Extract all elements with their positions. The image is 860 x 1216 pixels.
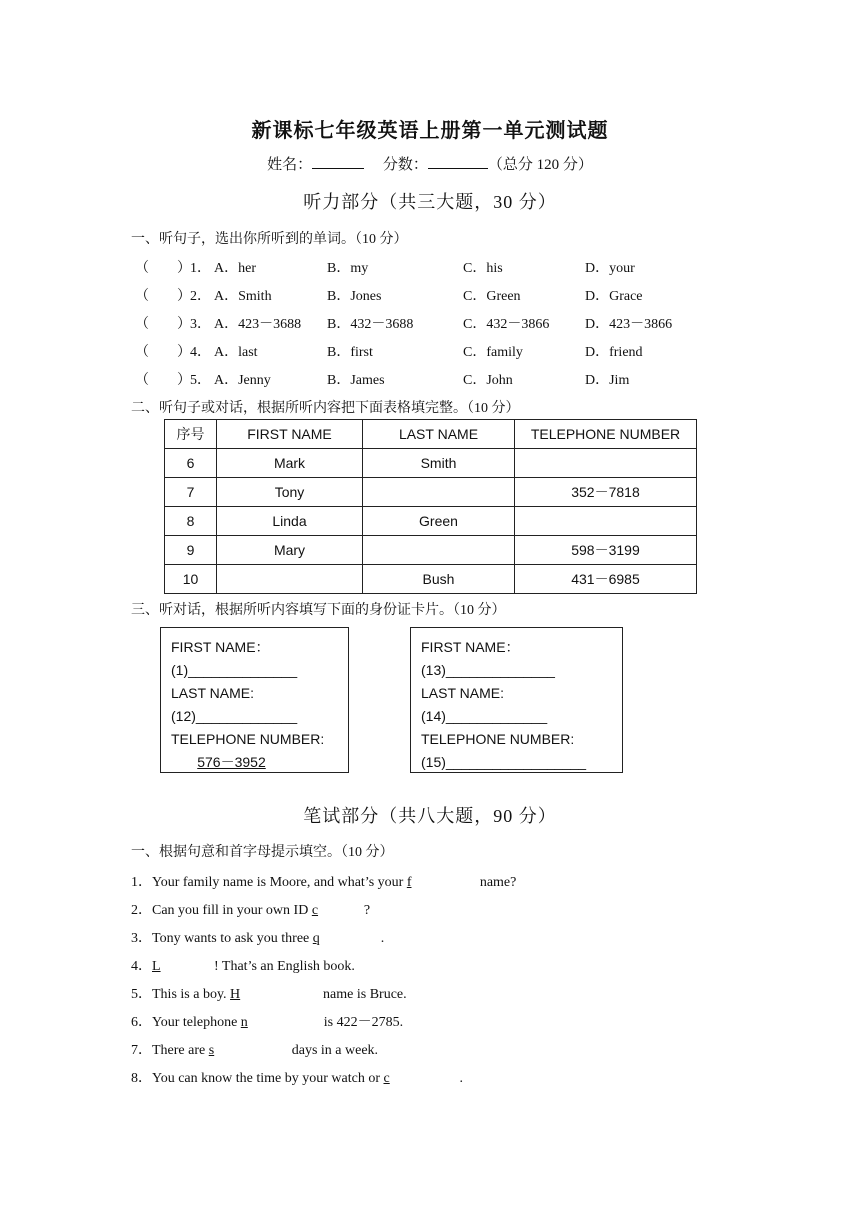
table-cell-blank[interactable] [363,536,515,565]
total-score: （总分 120 分） [487,157,593,173]
answer-blank[interactable]: H [230,987,241,1002]
option-b: B．Jones [327,289,382,304]
answer-paren[interactable]: （ ） [135,289,191,304]
column-header: LAST NAME [363,420,515,449]
table-cell: Mark [217,449,363,478]
answer-blank[interactable]: f [406,875,412,890]
sentence-text: 4． [131,959,152,974]
option-a: A．last [214,345,258,360]
table-header-row [165,420,697,449]
listening-part3-heading: 三、听对话，根据所听内容填写下面的身份证卡片。（10 分） [131,603,506,618]
option-b: B．James [327,373,385,388]
question-number: 4． [190,345,211,360]
table-cell: 431－6985 [515,565,697,594]
option-b: B．my [327,261,369,276]
sentence-text: 8．You can know the time by your watch or [131,1071,384,1086]
option-a: A．her [214,261,256,276]
option-b: B．432－3688 [327,317,414,332]
id-card-1 [160,627,349,773]
option-d: D．423－3866 [585,317,673,332]
table-cell: Smith [363,449,515,478]
score-blank[interactable] [428,154,488,169]
first-name-label: FIRST NAME： [171,639,270,655]
table-cell-blank[interactable] [515,507,697,536]
sentence-text: ! That’s an English book. [214,959,355,974]
listening-part2-heading: 二、听句子或对话，根据所听内容把下面表格填完整。（10 分） [131,401,520,416]
telephone-label: TELEPHONE NUMBER: [421,731,575,747]
table-cell-blank[interactable] [217,565,363,594]
student-info-line [0,153,860,174]
option-d: D．your [585,261,635,276]
table-cell: 9 [165,536,217,565]
table-cell: 6 [165,449,217,478]
id-card-2 [410,627,623,773]
option-c: C．432－3866 [463,317,550,332]
table-cell: 8 [165,507,217,536]
sentence-text: is 422－2785. [316,1015,404,1030]
column-header: TELEPHONE NUMBER [515,420,697,449]
option-c: C．Green [463,289,521,304]
list-item [0,341,860,361]
telephone-blank[interactable]: (15)__________________ [421,754,587,770]
table-row [165,449,697,478]
score-label: 分数： [382,157,428,173]
last-name-blank[interactable]: (12)_____________ [171,708,298,724]
sentence-text: 5．This is a boy. [131,987,231,1002]
table-cell: 352－7818 [515,478,697,507]
question-number: 5． [190,373,211,388]
answer-blank[interactable]: q [312,931,320,946]
option-b: B．first [327,345,373,360]
table-cell-blank[interactable] [363,478,515,507]
first-name-label: FIRST NAME： [421,639,520,655]
option-a: A．Smith [214,289,272,304]
option-c: C．family [463,345,523,360]
answer-paren[interactable]: （ ） [135,317,191,332]
answer-paren[interactable]: （ ） [135,345,191,360]
answer-blank[interactable]: n [240,1015,248,1030]
list-item [131,927,384,947]
table-cell: Tony [217,478,363,507]
table-row [165,478,697,507]
list-item [131,899,370,919]
answer-blank[interactable]: s [208,1043,215,1058]
last-name-label: LAST NAME: [171,685,254,701]
last-name-label: LAST NAME: [421,685,504,701]
telephone-value: 576－3952 [197,754,266,770]
table-cell: Bush [363,565,515,594]
table-cell-blank[interactable] [515,449,697,478]
answer-blank[interactable]: c [311,903,319,918]
list-item [0,285,860,305]
sentence-text: ? [363,903,371,918]
telephone-value-line [161,751,348,774]
list-item [131,983,407,1003]
sentence-text: 6．Your telephone [131,1015,241,1030]
name-label: 姓名： [267,157,313,173]
list-item [131,1011,403,1031]
option-d: D．Grace [585,289,643,304]
column-header: FIRST NAME [217,420,363,449]
answer-paren[interactable]: （ ） [135,373,191,388]
option-d: D．friend [585,345,643,360]
list-item [131,1039,378,1059]
table-row [165,507,697,536]
question-number: 1． [190,261,211,276]
option-c: C．John [463,373,513,388]
sentence-text: name is Bruce. [316,987,407,1002]
question-number: 3． [190,317,211,332]
sentence-text: name? [472,875,517,890]
table-cell: Linda [217,507,363,536]
table-cell: 10 [165,565,217,594]
list-item [0,313,860,333]
sentence-text: 1．Your family name is Moore, and what’s your [131,875,407,890]
answer-paren[interactable]: （ ） [135,261,191,276]
last-name-blank[interactable]: (14)_____________ [421,708,548,724]
listening-heading: 听力部分（共三大题，30 分） [303,192,557,212]
option-a: A．423－3688 [214,317,302,332]
list-item [0,257,860,277]
column-header: 序号 [165,420,217,449]
sentence-text: . [380,931,385,946]
first-name-blank[interactable]: (1)______________ [171,662,298,678]
name-blank[interactable] [312,154,364,169]
table-row [165,565,697,594]
option-a: A．Jenny [214,373,271,388]
sentence-text: 7．There are [131,1043,209,1058]
option-c: C．his [463,261,503,276]
option-d: D．Jim [585,373,630,388]
answer-blank[interactable]: c [383,1071,390,1086]
table-cell: 7 [165,478,217,507]
table-cell: 598－3199 [515,536,697,565]
list-item [131,1067,463,1087]
question-number: 2． [190,289,211,304]
sentence-text: . [459,1071,463,1086]
first-name-blank[interactable]: (13)______________ [421,662,555,678]
list-item [131,871,516,891]
sentence-text: 2．Can you fill in your own ID [131,903,312,918]
table-cell: Mary [217,536,363,565]
list-item [131,955,355,975]
listening-part1-heading: 一、听句子，选出你所听到的单词。（10 分） [131,232,408,247]
answer-blank[interactable]: L [152,959,161,974]
telephone-label: TELEPHONE NUMBER: [171,731,325,747]
list-item [0,369,860,389]
page-title: 新课标七年级英语上册第一单元测试题 [251,120,609,142]
writing-heading: 笔试部分（共八大题，90 分） [303,806,557,826]
telephone-table [164,419,697,594]
sentence-text: 3．Tony wants to ask you three [131,931,313,946]
table-cell: Green [363,507,515,536]
sentence-text: days in a week. [284,1043,379,1058]
writing-part1-heading: 一、根据句意和首字母提示填空。（10 分） [131,845,394,860]
table-row [165,536,697,565]
